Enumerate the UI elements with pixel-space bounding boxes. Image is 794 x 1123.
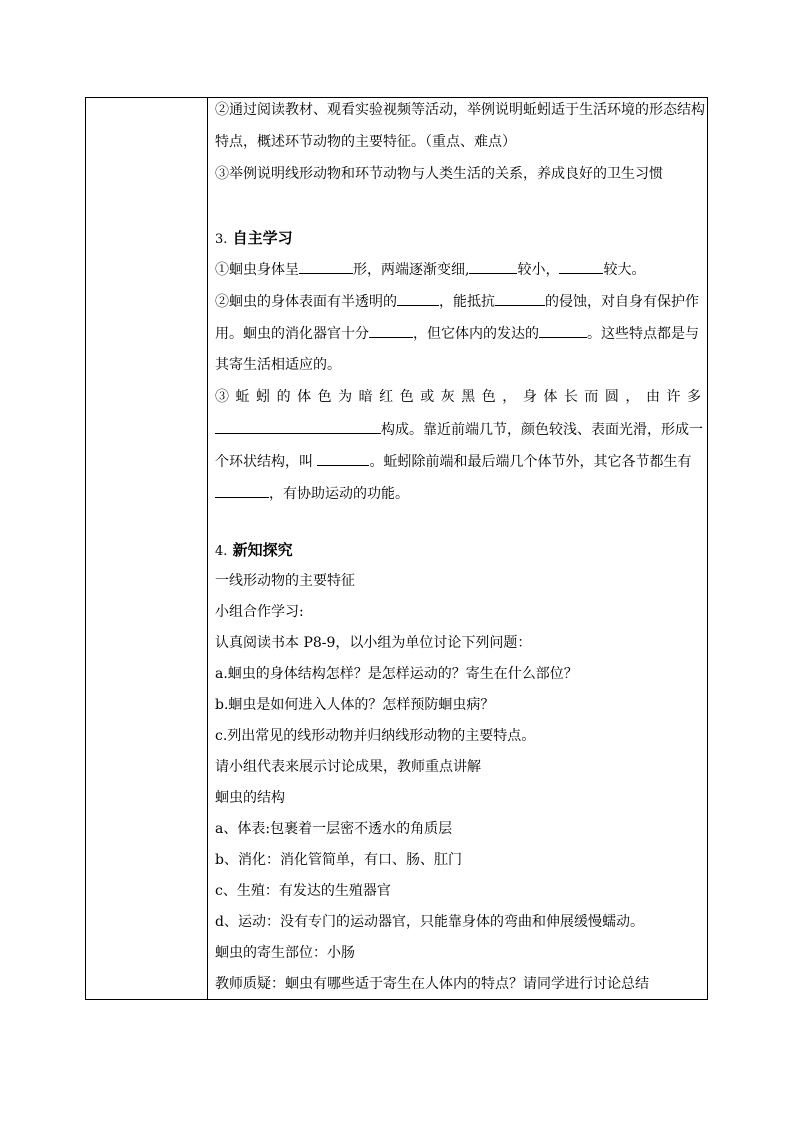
knowledge-line: 请小组代表来展示讨论成果，教师重点讲解: [215, 759, 481, 775]
fill-blank[interactable]: [539, 323, 587, 338]
knowledge-line: 小组合作学习:: [215, 604, 304, 620]
q3-text-d: 。蚯蚓除前端和最后端几个体节外，其它各节都生有: [369, 454, 692, 470]
self-study-q3-line-2: [215, 419, 703, 440]
section-4-heading: [215, 540, 293, 562]
knowledge-line: a、体表:包裹着一层密不透水的角质层: [215, 821, 453, 837]
self-study-q3-line-3: [215, 451, 691, 472]
section-3-title: 自主学习: [232, 229, 293, 247]
q2-text-c: 的侵蚀，对自身有保护作: [545, 294, 699, 310]
fill-blank[interactable]: [317, 451, 369, 466]
fill-blank[interactable]: [215, 419, 381, 434]
section-3-heading: [215, 228, 293, 250]
q1-text-c: 较小，: [517, 262, 560, 278]
section-4-number: 4.: [215, 544, 228, 559]
q1-text-d: 较大。: [603, 262, 646, 278]
q3-text-b: 构成。靠近前端几节，颜色较浅、表面光滑，形成一: [381, 422, 703, 438]
objective-2-line-1: ②通过阅读教材、观看实验视频等活动，举例说明蚯蚓适于生活环境的形态结构: [215, 102, 705, 118]
fill-blank[interactable]: [495, 291, 545, 306]
knowledge-line: 教师质疑：蛔虫有哪些适于寄生在人体内的特点？请同学进行讨论总结: [215, 976, 649, 992]
knowledge-line: 蛔虫的结构: [215, 790, 285, 806]
section-3-number: 3.: [215, 232, 228, 247]
knowledge-line: d、运动：没有专门的运动器官，只能靠身体的弯曲和伸展缓慢蠕动。: [215, 914, 644, 930]
knowledge-line: c.列出常见的线形动物并归纳线形动物的主要特点。: [215, 728, 536, 744]
section-4-title: 新知探究: [232, 541, 293, 559]
fill-blank[interactable]: [299, 259, 353, 274]
fill-blank[interactable]: [559, 259, 603, 274]
knowledge-line: c、生殖：有发达的生殖器官: [215, 883, 391, 899]
knowledge-line: 认真阅读书本 P8-9，以小组为单位讨论下列问题：: [215, 635, 532, 651]
q3-text-c: 个环状结构，叫: [215, 454, 313, 470]
column-divider: [207, 97, 208, 1000]
q2-text-d: 用。蛔虫的消化器官十分: [215, 326, 369, 342]
fill-blank[interactable]: [397, 291, 439, 306]
knowledge-line: 蛔虫的寄生部位：小肠: [215, 945, 355, 961]
knowledge-line: b、消化：消化管简单，有口、肠、肛门: [215, 852, 462, 868]
self-study-q3-line-4: [215, 483, 409, 504]
q3-text-e: ，有协助运动的功能。: [269, 486, 409, 502]
q1-text-b: 形，两端逐渐变细,: [353, 262, 470, 278]
knowledge-line: b.蛔虫是如何进入人体的？怎样预防蛔虫病？: [215, 697, 495, 713]
objective-2-line-2: 特点，概述环节动物的主要特征。（重点、难点）: [215, 134, 516, 150]
self-study-q3-line-1: ③蚯蚓的体色为暗红色或灰黑色，身体长而圆，由许多: [215, 389, 701, 405]
q2-text-b: ，能抵抗: [439, 294, 495, 310]
q1-text-a: ①蛔虫身体呈: [215, 262, 299, 278]
self-study-q2-line-1: [215, 291, 699, 312]
self-study-q2-line-3: 其寄生活相适应的。: [215, 357, 341, 373]
knowledge-line: a.蛔虫的身体结构怎样？是怎样运动的？寄生在什么部位？: [215, 666, 578, 682]
objective-3: ③举例说明线形动物和环节动物与人类生活的关系，养成良好的卫生习惯: [215, 166, 663, 182]
q2-text-a: ②蛔虫的身体表面有半透明的: [215, 294, 397, 310]
q2-text-f: 。这些特点都是与: [587, 326, 699, 342]
fill-blank[interactable]: [215, 483, 269, 498]
fill-blank[interactable]: [469, 259, 517, 274]
self-study-q1: [215, 259, 645, 280]
self-study-q2-line-2: [215, 323, 699, 344]
fill-blank[interactable]: [369, 323, 413, 338]
knowledge-line: 一线形动物的主要特征: [215, 573, 355, 589]
q2-text-e: ，但它体内的发达的: [413, 326, 539, 342]
